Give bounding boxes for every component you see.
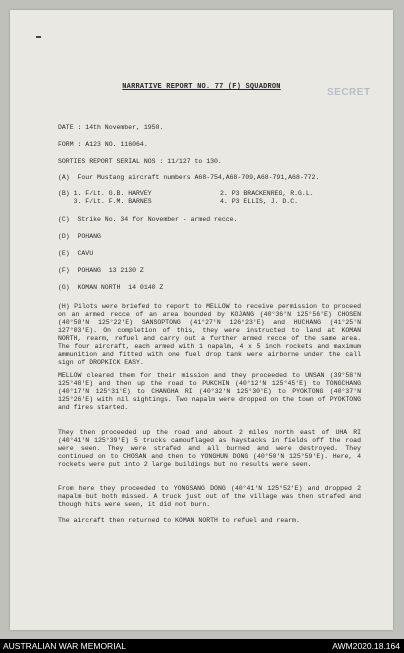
field-b1: (B) 1. F/Lt. G.B. HARVEY — [58, 190, 152, 197]
paragraph-h: (H) Pilots were briefed to report to MELLOW to receive permission to proceed on an armed recce of an area bounded by KOJANG (40°36'N 125°56'E) CHOSEN (40°50'N 125°22'E) SANSOPTONG (41°27'N 126°23'E) and HUCHANG (41°25'N 127°03'E). On completion of this, they were instructed to land at KOMAN NORTH, rearm, refuel and carry out a further armed recce of the same area. The four aircraft, each armed with 1 napalm, 4 x 5 inch rockets and maximum ammunition and fitted with one fuel drop tank were airborne under the call sign of DROPKICK EASY. — [58, 303, 361, 366]
paragraph-4: From here they proceeded to YONGSANG DONG (40°41'N 125°52'E) and dropped 2 napalm but both missed. A truck just out of the village was then strafed and though hits were seen, it did not burn. — [58, 485, 361, 508]
field-b2: 3. F/Lt. F.M. BARNES — [58, 198, 152, 205]
punch-mark — [36, 36, 41, 38]
footer-institution: AUSTRALIAN WAR MEMORIAL — [3, 641, 126, 651]
paragraph-3: They then proceeded up the road and about 2 miles north east of UHA RI (40°41'N 125°39'E) 5 trucks camouflaged as haystacks in fields off the road were seen. They were strafed and all burned and were destroyed. They continued on to CHOSAN and then to YONGHUN DONG (40°50'N 125°59'E). Here, 4 rockets were put into 2 large buildings but no results were seen. — [58, 429, 361, 468]
field-b2-right: 4. P3 ELLIS, J. D.C. — [220, 198, 299, 205]
form-line: FORM : A123 NO. 116064. — [58, 141, 148, 148]
paragraph-5: The aircraft then returned to KOMAN NORTH to refuel and rearm. — [58, 517, 300, 524]
secret-stamp: SECRET — [327, 87, 371, 98]
field-a: (A) Four Mustang aircraft numbers A68-754,A68-709,A68-791,A68-772. — [58, 174, 320, 181]
field-g: (G) KOMAN NORTH 14 0140 Z — [58, 284, 164, 291]
field-f: (F) POHANG 13 2130 Z — [58, 267, 144, 274]
paragraph-2: MELLOW cleared them for their mission and they proceeded to UNSAN (39°58'N 125°48'E) and then up the road to PUKCHIN (40°12'N 125°45'E) to TONGCHANG (40°17'N 125°31'E) to CHANGHA RI (40°32'N 125°30'E) to PYOKTONG (40°37'N 125°26'E) with nil sightings. Two napalm were dropped on the town of PYOKTONG and fires started. — [58, 372, 361, 411]
field-c: (C) Strike No. 34 for November - armed recce. — [58, 216, 238, 223]
field-b1-right: 2. P3 BRACKENREG, R.G.L. — [220, 190, 314, 197]
archive-footer — [0, 639, 404, 653]
document-page — [10, 10, 393, 630]
date-line: DATE : 14th November, 1950. — [58, 124, 164, 131]
sorties-line: SORTIES REPORT SERIAL NOS : 11/127 to 130. — [58, 158, 222, 165]
footer-catalog-id: AWM2020.18.164 — [332, 641, 400, 651]
report-title: NARRATIVE REPORT NO. 77 (F) SQUADRON — [122, 83, 281, 91]
field-d: (D) POHANG — [58, 233, 101, 240]
field-e: (E) CAVU — [58, 250, 94, 257]
